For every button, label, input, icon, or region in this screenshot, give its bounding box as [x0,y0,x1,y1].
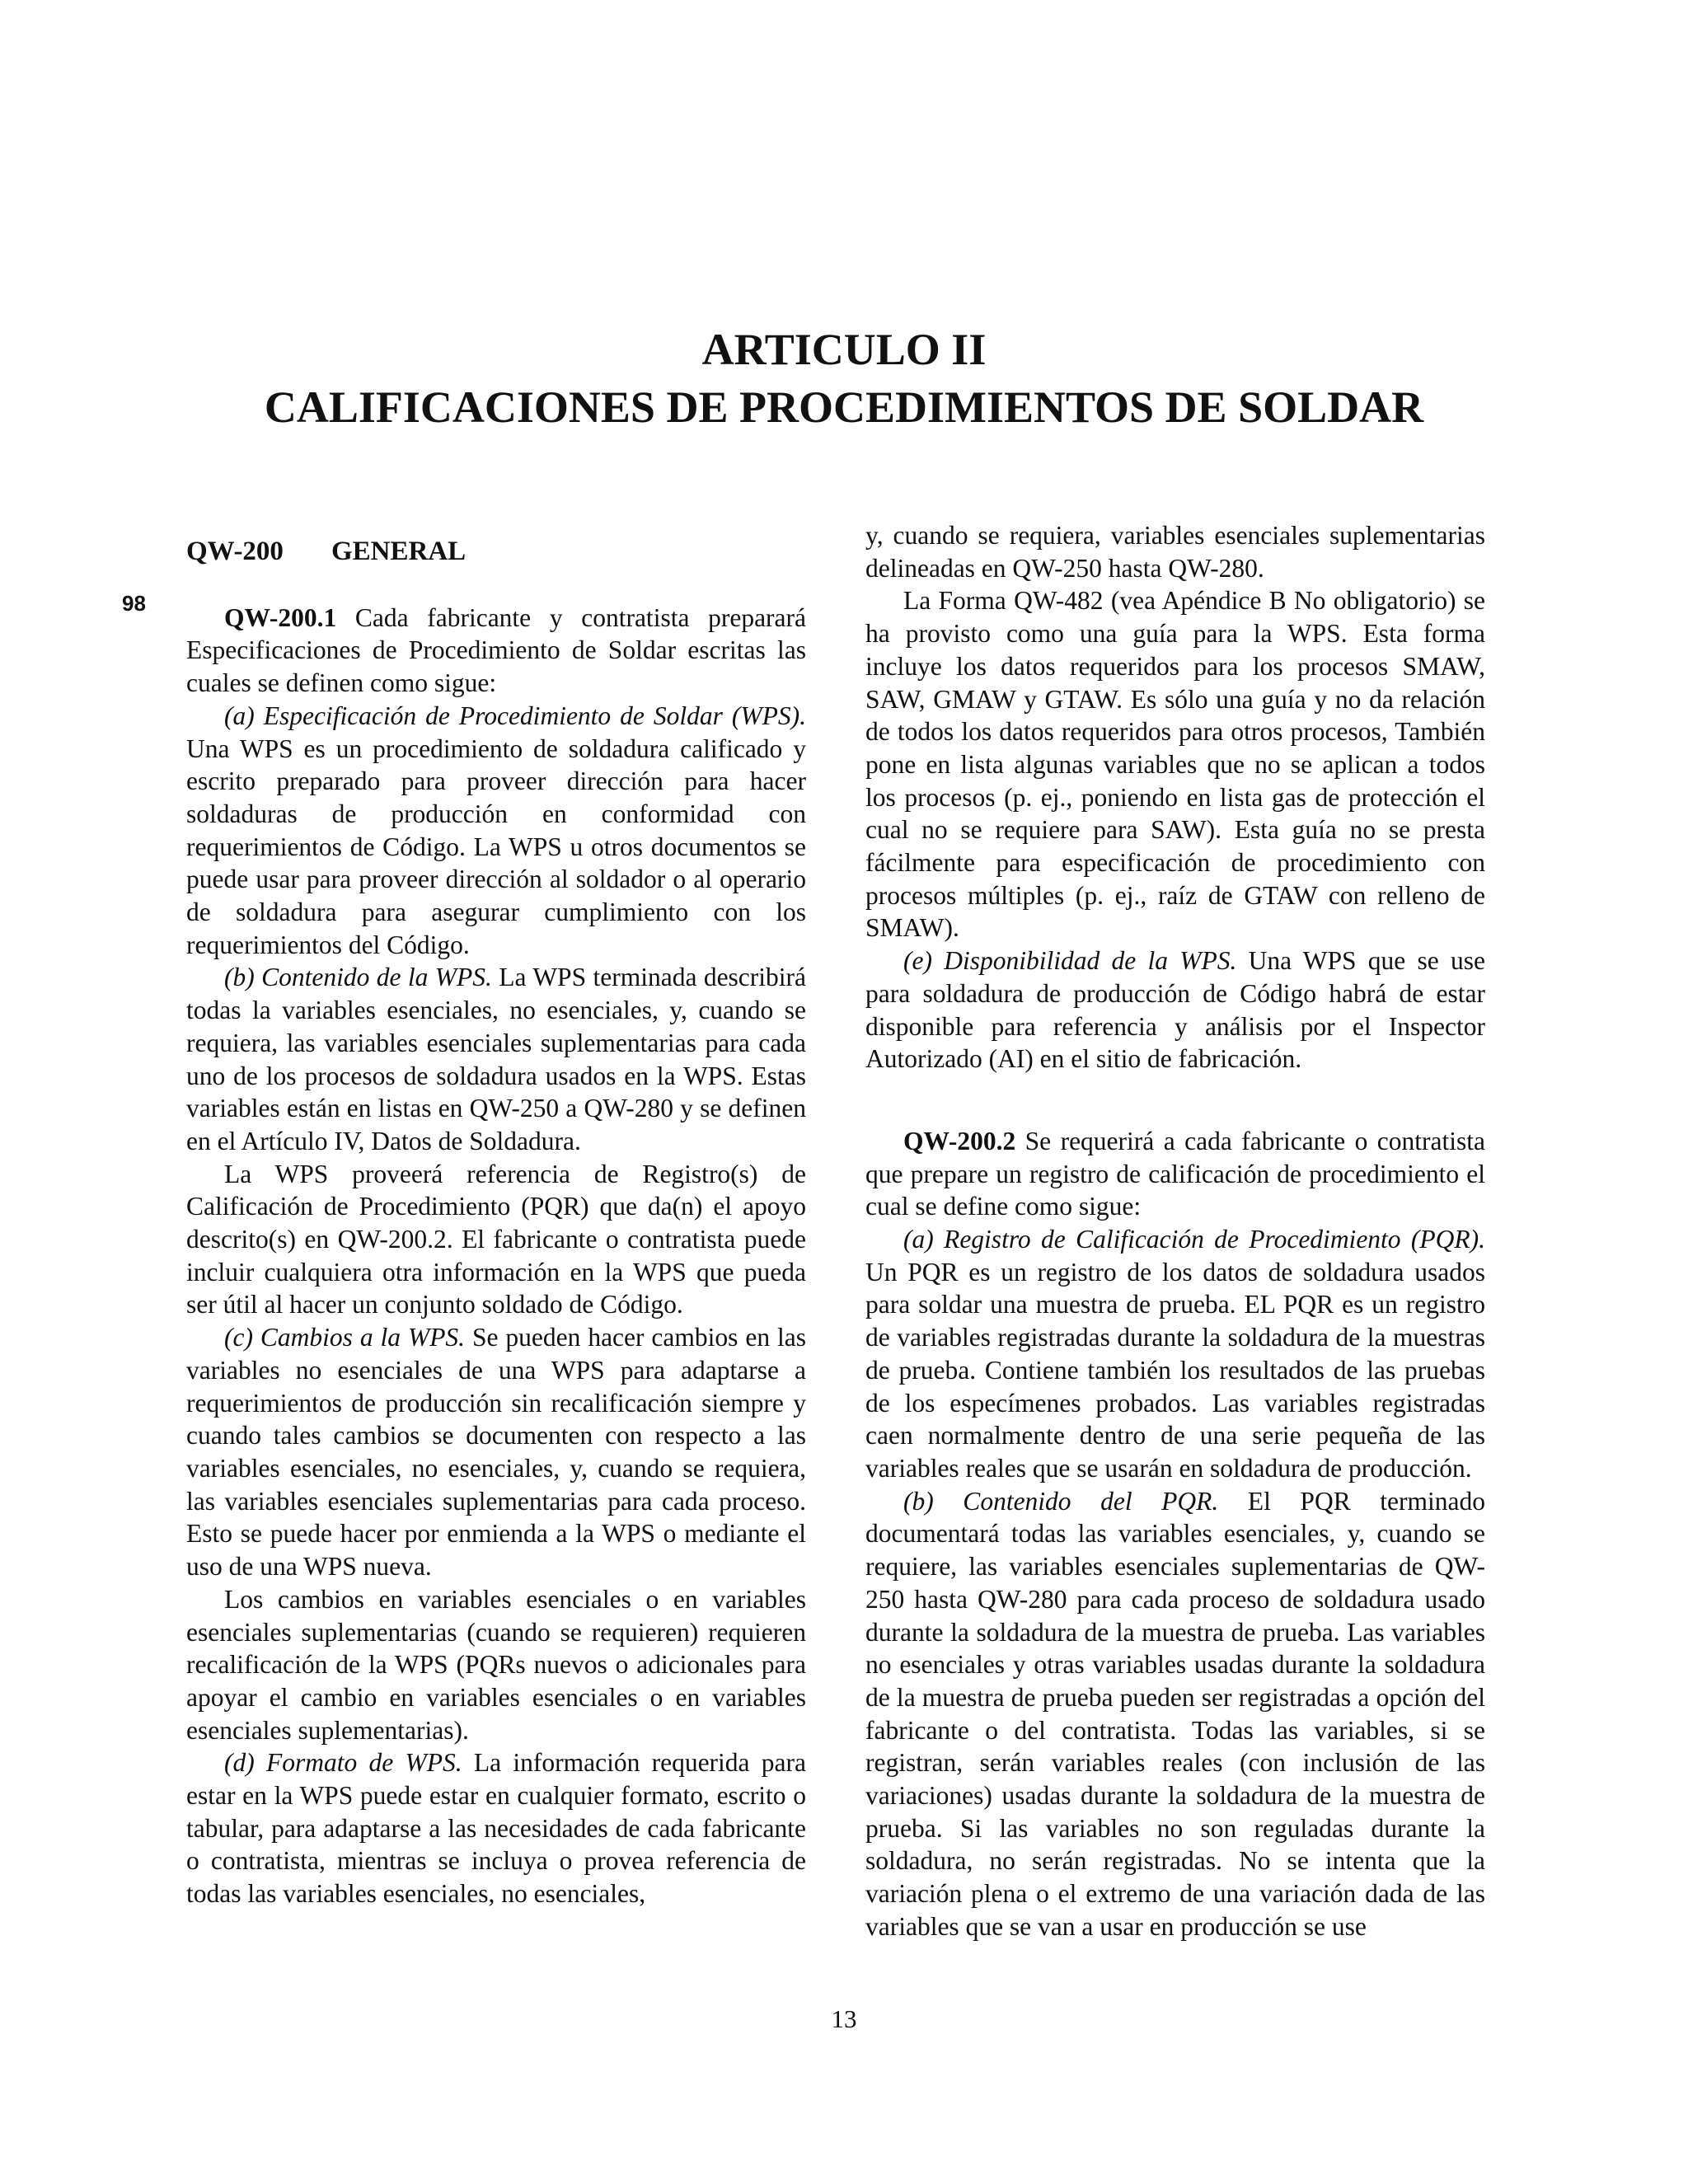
paragraph-wps-changes: (c) Cambios a la WPS. Se pueden hacer cambios en las variables no esenciales de una WPS para adaptarse a requerimientos de producción sin recalificación siempre y cuando tales cambios se documenten con respecto a las variables esenciales, no esenciales, y, cuando se requiera, las variables esenciales suplementarias para cada proceso. Esto se puede hacer por enmienda a la WPS o mediante el uso de una WPS nueva. [186,1323,806,1582]
article-title: CALIFICACIONES DE PROCEDIMIENTOS DE SOLDAR [264,382,1424,432]
right-column [865,519,1485,1943]
paragraph-wps-format: (d) Formato de WPS. La información requerida para estar en la WPS puede estar en cualquier formato, escrito o tabular, para adaptarse a las necesidades de cada fabricante o contratista, mientras se incluya o provea referencia de todas las variables esenciales, no esenciales, [186,1748,806,1909]
subheading-e: (e) Disponibilidad de la WPS. [903,946,1237,976]
paragraph-wps-definition: (a) Especificación de Procedimiento de Soldar (WPS). Una WPS es un procedimiento de soldadura calificado y escrito preparado para proveer dirección para hacer soldaduras de producción en conformidad con requerimientos de Código. La WPS u otros documentos se puede usar para proveer dirección al soldador o al operario de soldadura para asegurar cumplimiento con los requerimientos del Código. [186,701,806,959]
subheading-pqr-a: (a) Registro de Calificación de Procedimiento (PQR). [903,1225,1485,1254]
paragraph-wps-content: (b) Contenido de la WPS. La WPS terminada describirá todas la variables esenciales, no esenciales, y, cuando se requiera, las variables esenciales suplementarias para cada uno de los procesos de soldadura usados en la WPS. Estas variables están en listas en QW-250 a QW-280 y se definen en el Artículo IV, Datos de Soldadura. [186,963,806,1155]
paragraph-pqr-definition: (a) Registro de Calificación de Procedimiento (PQR). Un PQR es un registro de los datos de soldadura usados para soldar una muestra de prueba. EL PQR es un registro de variables registradas durante la soldadura de la muestras de prueba. Contiene también los resultados de las pruebas de los especímenes probados. Las variables registradas caen normalmente dentro de una serie pequeña de las variables reales que se usarán en soldadura de producción. [865,1225,1485,1483]
article-number: ARTICULO II [701,325,987,374]
paragraph-form-qw-482: La Forma QW-482 (vea Apéndice B No obligatorio) se ha provisto como una guía para la WPS. Esta forma incluye los datos requeridos para los procesos SMAW, SAW, GMAW y GTAW. Es sólo una guía y no da relación de todos los datos requeridos para otros procesos, También pone en lista algunas variables que no se aplican a todos los procesos (p. ej., poniendo en lista gas de protección el cual no se requiere para SAW). Esta guía no se presta fácilmente para especificación de procedimiento con procesos múltiples (p. ej., raíz de GTAW con relleno de SMAW). [865,586,1485,943]
page-number: 13 [831,2004,857,2033]
paragraph-wps-reference: La WPS proveerá referencia de Registro(s) de Calificación de Procedimiento (PQR) que da(n) el apoyo descrito(s) en QW-200.2. El fabricante o contratista puede incluir cualquiera otra información en la WPS que pueda ser útil al hacer un conjunto soldado de Código. [186,1159,806,1319]
paragraph-wps-availability: (e) Disponibilidad de la WPS. Una WPS que se use para soldadura de producción de Código habrá de estar disponible para referencia y análisis por el Inspector Autorizado (AI) en el sitio de fabricación. [865,946,1486,1074]
section-heading [186,536,806,569]
subheading-pqr-b: (b) Contenido del PQR. [903,1486,1219,1516]
subheading-a: (a) Especificación de Procedimiento de Soldar (WPS). [224,701,806,730]
section-code: QW-200 [186,537,284,566]
paragraph-code: QW-200.1 [224,602,337,632]
paragraph-code: QW-200.2 [903,1126,1016,1155]
paragraph-qw-200-2: QW-200.2 Se requerirá a cada fabricante o contratista que prepare un registro de calificación de procedimiento el cual se define como sigue: [865,1126,1485,1221]
left-column [186,536,806,1910]
paragraph-essential-changes: Los cambios en variables esenciales o en variables esenciales suplementarias (cuando se requieren) requieren recalificación de la WPS (PQRs nuevos o adicionales para apoyar el cambio en variables esenciales o en variables esenciales suplementarias). [186,1584,806,1745]
margin-revision-number: 98 [122,591,146,616]
section-title: GENERAL [331,537,467,566]
paragraph-pqr-content: (b) Contenido del PQR. El PQR terminado documentará todas las variables esenciales, y, cuando se requiere, las variables esenciales suplementarias de QW-250 hasta QW-280 para cada proceso de soldadura usado durante la soldadura de la muestra de prueba. Las variables no esenciales y otras variables usadas durante la soldadura de la muestra de prueba pueden ser registradas a opción del fabricante o del contratista. Todas las variables, si se registran, serán variables reales (con inclusión de las variaciones) usadas durante la soldadura de la muestra de prueba. Si las variables no son reguladas durante la soldadura, no serán registradas. No se intenta que la variación plena o el extremo de una variación dada de las variables que se van a usar en producción se use [865,1486,1485,1941]
subheading-c: (c) Cambios a la WPS. [224,1323,466,1352]
paragraph-gap [865,1076,1485,1125]
subheading-d: (d) Formato de WPS. [224,1748,462,1778]
paragraph-qw-200-1: QW-200.1 Cada fabricante y contratista preparará Especificaciones de Procedimiento de Soldar escritas las cuales se definen como sigue: [186,602,806,698]
subheading-b: (b) Contenido de la WPS. [224,963,492,992]
paragraph-continuation: y, cuando se requiera, variables esenciales suplementarias delineadas en QW-250 hasta QW-280. [865,521,1485,583]
